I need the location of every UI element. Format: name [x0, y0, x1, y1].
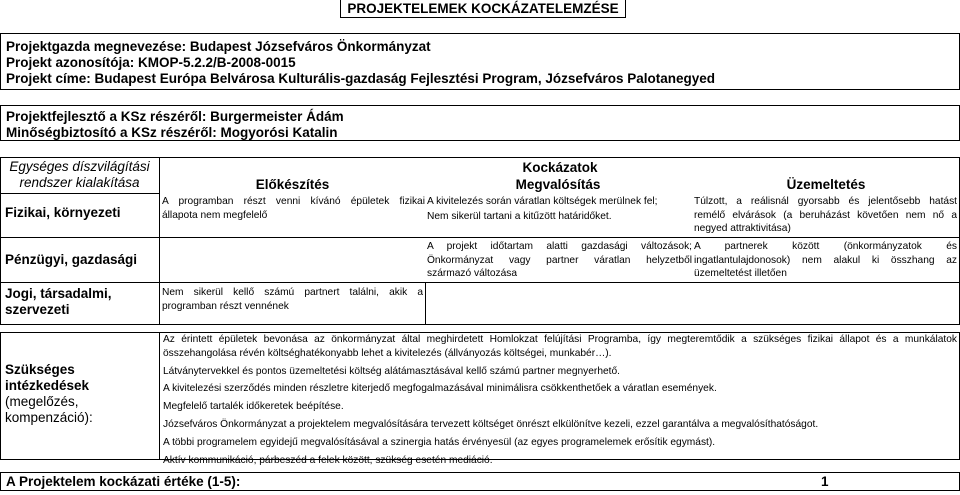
measures-label: Szükséges intézkedések (megelőzés, kompenzáció): [5, 362, 93, 425]
project-name: Projekt címe: Budapest Európa Belvárosa Kulturális-gazdaság Fejlesztési Program, Józsefváros Palotanegyed [6, 71, 715, 86]
cell-financial-impl: A projekt időtartam alatti gazdasági változások; Önkormányzat vagy partner váratlan helyzetből származó változása [427, 241, 692, 279]
section-line-2: rendszer kialakítása [19, 175, 140, 190]
col-header-prep: Előkészítés [255, 177, 330, 192]
risk-value: 1 [821, 474, 829, 489]
row-label-legal: Jogi, társadalmi, szervezeti [5, 286, 112, 317]
measure-item: Aktív kommunikáció, párbeszéd a felek között, szükség esetén mediáció. [163, 454, 493, 466]
section-line-1: Egységes díszvilágítási [9, 159, 150, 174]
cell-physical-prep: A programban részt venni kívánó épületek fizikai állapota nem megfelelő [162, 196, 425, 221]
page-title: PROJEKTELEMEK KOCKÁZATELEMZÉSE [340, 0, 626, 18]
risk-value-box [0, 472, 960, 491]
developer-line: Projektfejlesztő a KSz részéről: Burgermeister Ádám [6, 109, 344, 124]
project-owner: Projektgazda megnevezése: Budapest Józsefváros Önkormányzat [6, 39, 431, 54]
qa-line: Minőségbiztosító a KSz részéről: Mogyorósi Katalin [6, 125, 338, 140]
section-header [0, 158, 159, 194]
measure-para-line-1: Az érintett épületek bevonása az önkormányzat által meghirdetett Homlokzat felújítási Programba, így megteremtődik a szükséges fizikai állapot és a munkálatok [163, 334, 957, 345]
measures-divider [159, 332, 160, 460]
project-info-box [0, 33, 960, 90]
col-header-impl: Megvalósítás [515, 177, 601, 192]
measure-item: A kivitelezési szerződés minden részletre kiterjedő megfogalmazásával minimálisra csökkenthetőek a váratlan események. [163, 383, 717, 395]
measure-item: A többi programelem egyidejű megvalósításával a szinergia hatás érvényesül (az egyes programelemek erősítik egymást). [163, 436, 716, 448]
cell-legal-prep: Nem sikerül kellő számú partnert találni, akik a programban részt vennének [162, 287, 423, 312]
measures-text [163, 333, 957, 467]
cell-financial-oper: A partnerek között (önkormányzatok és ingatlantulajdonosok) nem alakul ki összhang az üzemeltetést illetően [694, 241, 957, 279]
measure-item: Megfelelő tartalék időkeretek beépítése. [163, 401, 344, 413]
row-label-financial: Pénzügyi, gazdasági [5, 252, 138, 267]
measure-item: Látványtervekkel és pontos üzemeltetési költség alátámasztásával kellő számú partner megnyerhető. [163, 365, 620, 377]
cell-physical-oper: Túlzott, a reálisnál gyorsabb és jelentősebb hatást remélő elvárások (a beruházást követően nem nő a negyed attraktivitása) [694, 196, 957, 234]
staff-box [0, 105, 960, 141]
cell-physical-impl: A kivitelezés során váratlan költségek merülnek fel; Nem sikerül tartani a kitűzött határidőket. [427, 196, 658, 222]
row-label-physical: Fizikai, környezeti [5, 205, 121, 220]
risk-value-label: A Projektelem kockázati értéke (1-5): [6, 474, 241, 489]
project-id: Projekt azonosítója: KMOP-5.2.2/B-2008-0015 [6, 55, 296, 70]
col-header-oper: Üzemeltetés [786, 177, 866, 192]
risk-group-header: Kockázatok [522, 160, 598, 175]
measure-item: Józsefváros Önkormányzat a projektelem megvalósítására tervezett költséget önrészt elkülönítve kezeli, ezzel garantálva a megvalósíthatóságot. [163, 418, 819, 430]
measure-para-line-2: összehangolása révén költséghatékonyabb lehet a kivitelezés (állványozás költségei, munkabér…). [163, 347, 612, 359]
